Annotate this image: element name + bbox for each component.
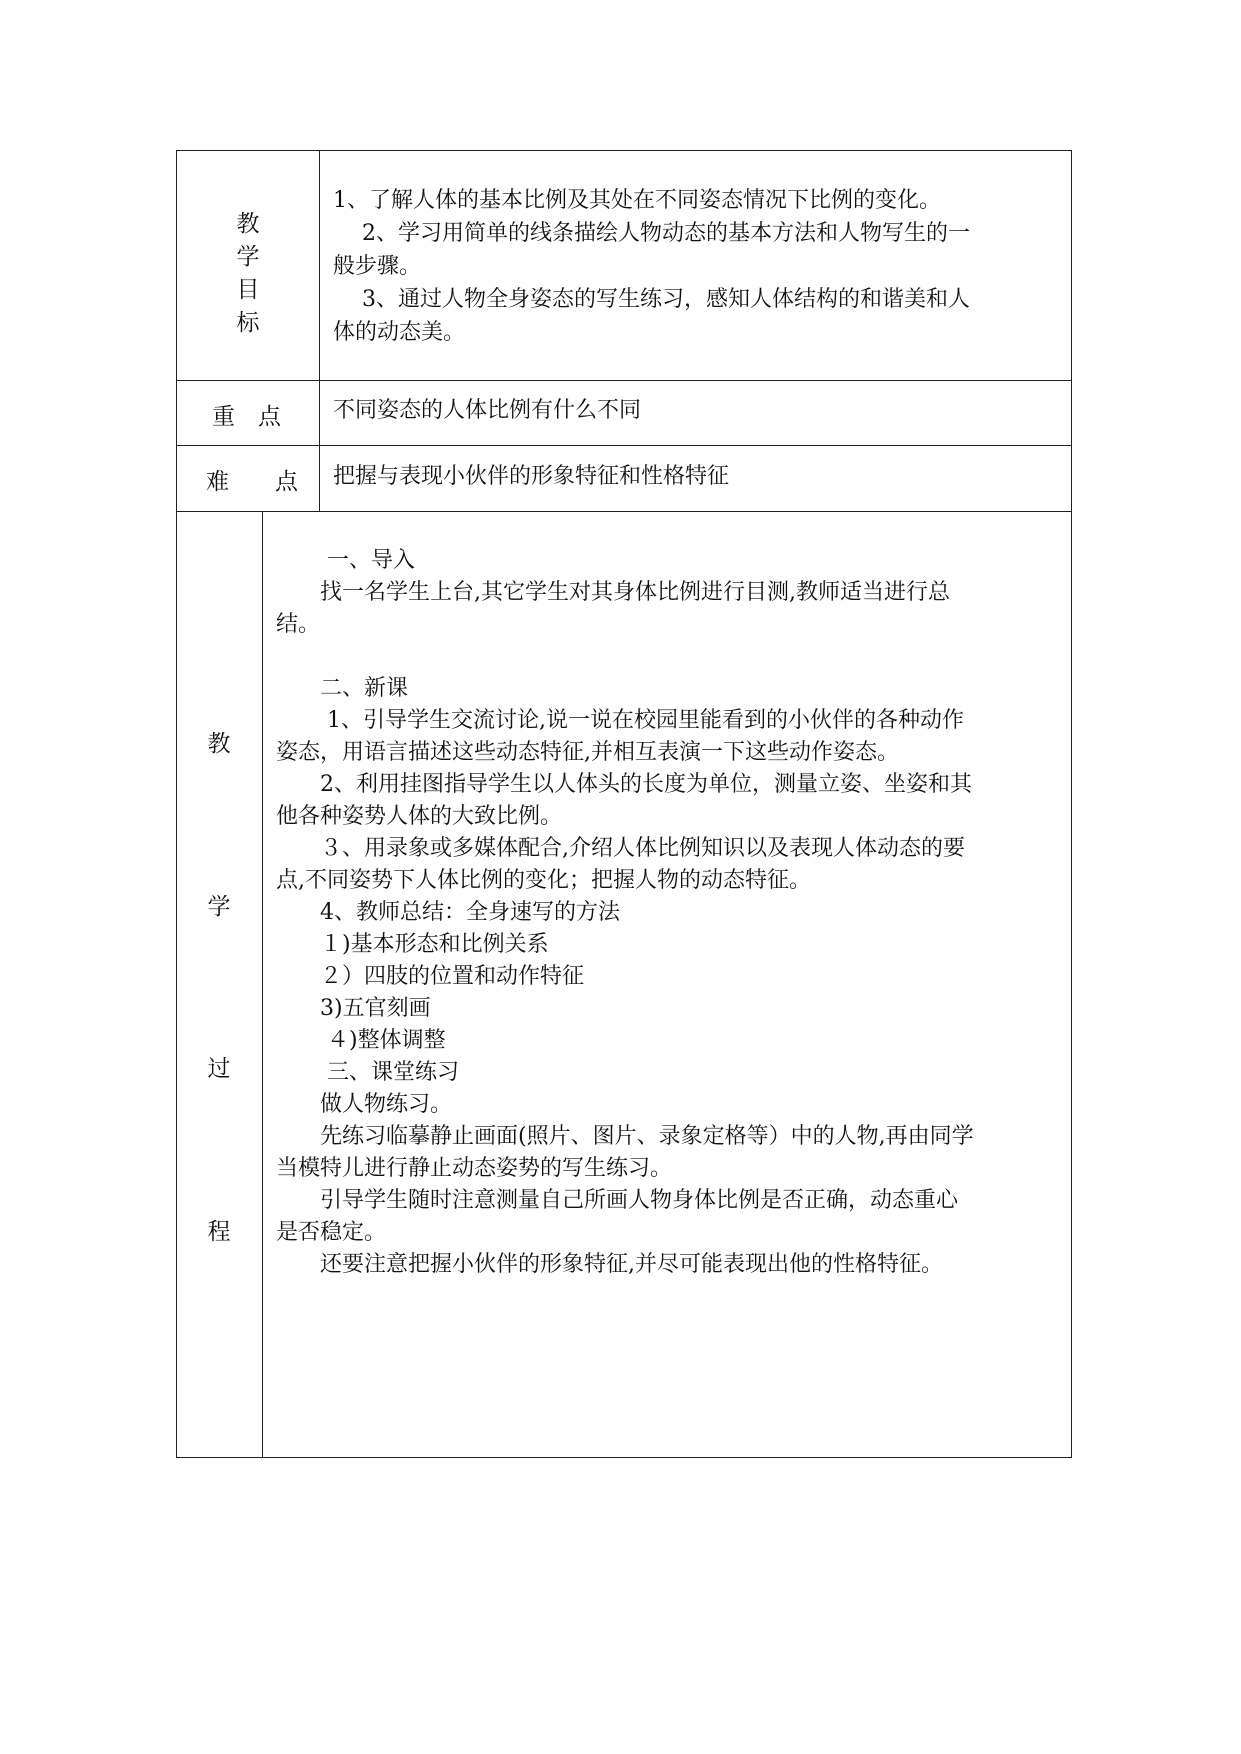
process-line: 1、引导学生交流讨论,说一说在校园里能看到的小伙伴的各种动作 [276,708,964,733]
key-point-label: 重 点 [212,404,281,430]
process-line: 结。 [276,612,321,637]
process-line: 3)五官刻画 [276,996,431,1021]
objective-line: 般步骤。 [333,254,422,279]
process-line: ３、用录象或多媒体配合,介绍人体比例知识以及表现人体动态的要 [276,836,965,861]
label-char: 标 [236,310,260,336]
process-line: 找一名学生上台,其它学生对其身体比例进行目测,教师适当进行总 [276,580,950,605]
process-line: 当模特儿进行静止动态姿势的写生练习。 [276,1156,673,1181]
process-line: 2、利用挂图指导学生以人体头的长度为单位，测量立姿、坐姿和其 [276,772,972,797]
process-line: ４)整体调整 [276,1028,446,1053]
objective-line: 体的动态美。 [333,320,466,345]
process-line: 点,不同姿势下人体比例的变化；把握人物的动态特征。 [276,868,811,893]
objective-line: 1、了解人体的基本比例及其处在不同姿态情况下比例的变化。 [333,188,941,213]
process-line: 是否稳定。 [276,1220,387,1245]
column-divider [319,150,320,511]
process-line: １)基本形态和比例关系 [276,932,549,957]
difficulty-label: 难 点 [206,469,298,495]
label-char: 教 [207,731,231,757]
label-char: 学 [236,244,260,270]
process-line: 二、新课 [276,676,409,701]
process-line: 一、导入 [276,548,415,573]
label-char: 程 [207,1219,231,1245]
objective-line: 2、学习用简单的线条描绘人物动态的基本方法和人物写生的一 [333,221,970,246]
objective-line: 3、通过人物全身姿态的写生练习，感知人体结构的和谐美和人 [333,287,970,312]
process-line: ２）四肢的位置和动作特征 [276,964,585,989]
process-line: 4、教师总结：全身速写的方法 [276,900,620,925]
process-line: 还要注意把握小伙伴的形象特征,并尽可能表现出他的性格特征。 [276,1252,943,1277]
column-divider [262,511,263,1458]
process-line: 姿态，用语言描述这些动态特征,并相互表演一下这些动作姿态。 [276,740,899,765]
process-line: 他各种姿势人体的大致比例。 [276,804,563,829]
process-line: 三、课堂练习 [276,1060,459,1085]
row-divider [176,511,1072,512]
difficulty-text: 把握与表现小伙伴的形象特征和性格特征 [333,464,730,489]
label-char: 教 [236,211,260,237]
process-line: 做人物练习。 [276,1092,453,1117]
label-char: 目 [236,277,260,303]
label-char: 学 [207,894,231,920]
key-point-text: 不同姿态的人体比例有什么不同 [333,398,642,423]
row-divider [176,445,1072,446]
process-line: 引导学生随时注意测量自己所画人物身体比例是否正确，动态重心 [276,1188,959,1213]
label-char: 过 [207,1056,231,1082]
process-line: 先练习临摹静止画面(照片、图片、录象定格等）中的人物,再由同学 [276,1124,974,1149]
row-divider [176,380,1072,381]
